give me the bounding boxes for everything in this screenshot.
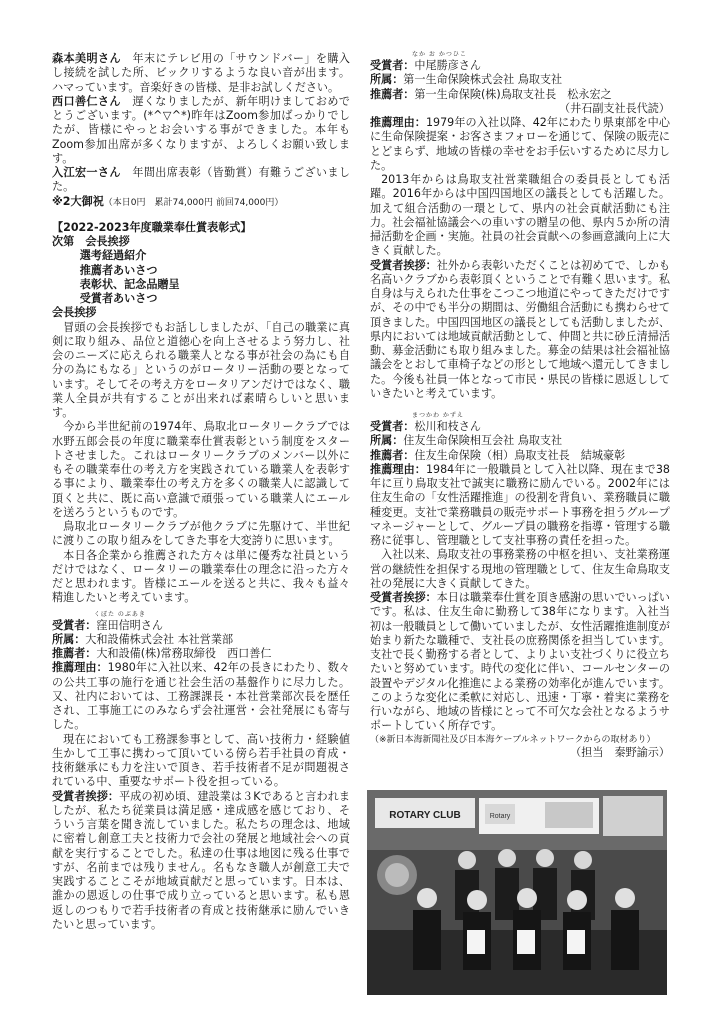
- thanks-text: 年間出席表彰（皆勤賞）有難うございました。: [52, 166, 350, 194]
- source-note: （※新日本海新聞社及び日本海ケーブルネットワークからの取材あり）: [370, 734, 656, 745]
- sign-text: Rotary: [489, 813, 511, 820]
- name-ruby: くぼた のぶあき: [94, 610, 146, 618]
- group-photo-illustration: [367, 790, 667, 995]
- banner-text: ROTARY CLUB: [389, 810, 461, 821]
- program-item: 受賞者あいさつ: [79, 292, 158, 305]
- speech-paragraph: 受賞者挨拶：社外から表彰いただくことは初めてで、しかも名高いクラブから表彰頂くということで有難く思います。私自身は与えられた仕事をこつこつ地道にやってきただけですが、その中でも半分の期間は、労働組合活動にも携わらせて頂きました。中国四国地区の議長としても活動しましたが、県内においては地域貢献活動として、仲間と共に砂丘清掃活動、募金活動にも取り組みました。募金の結果は社会福祉協議会をとおして車椅子などの形として地域へ還元してきました。今後も社員一体となって市民・県民の皆様に恩返ししていきたいと考えています。: [370, 258, 670, 400]
- recommender-note: （井石副支社長代読）: [559, 101, 670, 115]
- recipient-name: 中尾勝彦さん: [414, 59, 481, 72]
- recipient-block: [370, 52, 670, 401]
- speech-paragraph: 受賞者挨拶：本日は職業奉仕賞を頂き感謝の思いでいっぱいです。私は、住友生命に勤務して38年になります。入社当初は一般職員として働いていましたが、女性活躍推進制度が始まり新たな職種で、支社長の庶務関係を担当しています。支社で長く勤務する者として、よりよい支社づくりに役立ちたいと努めています。時代の変化に伴い、コールセンターの設置やデジタル化推進による業務の効率化が進んでいます。このような変化に柔軟に対応し、迅速・丁寧・着実に業務を行いながら、地域の皆様にとって不可欠な会社となるようサポートしていく所存です。: [370, 591, 670, 733]
- thanks-text: 遅くなりましたが、新年明けましておめでとうございます。(*^▽^*)昨年はZoom参加ばっかりでしたが、皆様にやっとお会いする事ができました。本年もZoom参加出席が多くなりますが、よろしくお願い致します。: [52, 94, 350, 165]
- thanks-item: [52, 52, 350, 95]
- recipient-line: 受賞者： まつかわ かずえ 松川和枝さん: [370, 412, 481, 433]
- recipient-line: 受賞者： なか お かつひこ 中尾勝彦さん: [370, 51, 481, 72]
- right-column: [370, 52, 670, 760]
- affiliation-line: 所属：第一生命保険株式会社 鳥取支社: [370, 73, 563, 87]
- program-item: 推薦者あいさつ: [79, 263, 158, 277]
- name-ruby: まつかわ かずえ: [412, 412, 464, 419]
- program-label: 次第: [52, 235, 75, 248]
- ceremony-section: [52, 221, 350, 606]
- reason-paragraph: 現在においても工務課参事として、高い技術力・経験値生かして工事に携わって頂いている傍ら若手社員の育成・技術継承にも力を注いで頂き、若手技術者不足が問題視されている中、重要なサポート役を担っている。: [52, 732, 350, 789]
- affiliation-line: 所属：住友生命保険相互会社 鳥取支社: [370, 434, 563, 448]
- recommender: 住友生命保険（相）鳥取支社長 結城豪彰: [414, 448, 626, 462]
- greeting-paragraph: 冒頭の会長挨拶でもお話ししましたが、「自己の職業に真剣に取り組み、品位と道徳心を向上させるよう努力し、社会のニーズに応えられる職業人となる事が社会の為にも自分の為にもなる」というのがロータリー活動の要となっています。そしてその考え方をロータリアンだけではなく、職業人全員が共有することが出来れば素晴らしいと思います。: [52, 320, 350, 419]
- reason-paragraph: 推薦理由：1984年に一般職員として入社以降、現在まで38年に亘り鳥取支社で誠実に職務に励んでいる。2002年には住友生命の「女性活躍推進」の役割を背負い、業務職員に職種変更。支社で業務職員の販売サポート事務を担うグループマネージャーとして、グループ員の職務を指導・管理する職務に従事し、管理職として支社事務の責任を担った。: [370, 462, 670, 547]
- greeting-paragraph: 本日各企業から推薦された方々は単に優秀な社員というだけではなく、ロータリーの職業奉仕の理念に沿った方々だと思われます。皆様にエールを送ると共に、我々も益々精進したいと考えています。: [52, 548, 350, 605]
- award-group-photo: [367, 790, 667, 995]
- member-name: 森本美明さん: [52, 52, 121, 65]
- ceremony-heading: 【2022-2023年度職業奉仕賞表彰式】: [52, 220, 252, 234]
- recommender-line: 推薦者：第一生命保険(株)鳥取支社長 松永宏之: [370, 87, 612, 101]
- recipient-block: [52, 612, 350, 933]
- author-credit: （担当 秦野諭示）: [570, 745, 670, 759]
- recipient-name: 松川和枝さん: [414, 420, 481, 433]
- recommender-line: 推薦者：大和設備(株)常務取締役 西口善仁: [52, 647, 272, 660]
- recommender: 第一生命保険(株)鳥取支社長 松永宏之: [414, 87, 612, 101]
- member-name: 西口善仁さん: [52, 94, 121, 108]
- reason-paragraph: 推薦理由：1979年の入社以降、42年にわたり県東部を中心に生命保険提案・お客さまフォローを通じて、保険の販売にとどまらず、地域の皆様の幸せをお手伝いするために尽力した。: [370, 116, 670, 172]
- recipient-name: 窪田信明さん: [96, 618, 163, 632]
- thanks-text: 年末にテレビ用の「サウンドバー」を購入し接続を試した所、ビックリするような良い音が出ます。ハマっています。音楽好きの皆様、是非お試しください。: [52, 52, 350, 94]
- affiliation: 住友生命保険相互会社 鳥取支社: [403, 434, 563, 448]
- program-item: 表彰状、記念品贈呈: [79, 277, 180, 291]
- affiliation-line: 所属：大和設備株式会社 本社営業部: [52, 632, 234, 646]
- thanks-total: [52, 195, 350, 209]
- thanks-item: [52, 95, 350, 166]
- recipient-block: [370, 413, 670, 760]
- member-name: 入江宏一さん: [52, 166, 121, 179]
- thanks-section: [52, 52, 350, 209]
- greeting-label: 会長挨拶: [52, 306, 97, 320]
- thanks-item: [52, 166, 350, 195]
- reason-paragraph: 2013年からは鳥取支社営業職組合の委員長としても活躍。2016年からは中国四国地区の議長としても活躍した。加えて組合活動の一環として、県内の社会貢献活動にも注力。社会福祉協議会への車いすの贈呈の他、県内５か所の清掃活動を企画・実施。社員の社会貢献への参画意識向上に大きく貢献した。: [370, 173, 670, 258]
- greeting-paragraph: 鳥取北ロータリークラブが他クラブに先駆けて、半世紀に渡りこの取り組みをしてきた事を大変誇りに思います。: [52, 520, 350, 548]
- recommender: 大和設備(株)常務取締役 西口善仁: [96, 647, 272, 660]
- program-item: 選考経過紹介: [79, 249, 147, 263]
- recommender-line: 推薦者：住友生命保険（相）鳥取支社長 結城豪彰: [370, 448, 626, 462]
- certificates: [467, 930, 585, 954]
- thanks-total-text: （本日0円 累計74,000円 前回74,000円）: [103, 197, 284, 208]
- left-column: [52, 52, 350, 932]
- reason-paragraph: 推薦理由：1980年に入社以来、42年の長きにわたり、数々の公共工事の施行を通じ社会生活の基盤作りに尽力した。又、社内においては、工務課課長・本社営業部次長を歴任され、工事施工にのみならず会社運営・会社発展にも寄与した。: [52, 661, 350, 732]
- spacer: [52, 209, 350, 221]
- greeting-paragraph: 今から半世紀前の1974年、鳥取北ロータリークラブでは水野五郎会長の年度に職業奉仕賞表彰という制度をスタートさせました。これはロータリークラブのメンバー以外にもその職業奉仕の考え方を実践されている職業人を表彰する事により、職業奉仕の考え方を多くの職業人に認識して頂くと共に、既に高い意識で頑張っている職業人にエールを送ろうというものです。: [52, 420, 350, 519]
- thanks-total-label: ※2大御祝: [52, 194, 104, 208]
- affiliation: 大和設備株式会社 本社営業部: [85, 632, 234, 646]
- name-ruby: なか お かつひこ: [412, 51, 467, 58]
- recipient-line: 受賞者： くぼた のぶあき 窪田信明さん: [52, 610, 163, 632]
- speech-paragraph: 受賞者挨拶：平成の初め頃、建設業は３Kであると言われましたが、私たち従業員は満足感・達成感を感じており、そういう言葉を聞き流していました。私たちの理念は、地域に密着し創意工夫と技術力で会社の発展と地域社会への貢献を実行することでした。私達の仕事は地図に残る仕事ですが、名前までは残りません。名もなき職人が創意工夫で実践することこそが地域貢献だと思っています。日本は、誰かの恩返しの仕事で成り立っていると思います。私も恩返しのつもりで若手技術者の育成と技術継承に励んでいきたいと思っています。: [52, 789, 350, 931]
- reason-paragraph: 入社以来、鳥取支社の事務業務の中枢を担い、支社業務運営の継続性を担保する現地の管理職として、住友生命鳥取支社の発展に大きく貢献してきた。: [370, 548, 670, 590]
- program-item: 次第 会長挨拶: [52, 235, 130, 248]
- affiliation: 第一生命保険株式会社 鳥取支社: [403, 73, 563, 87]
